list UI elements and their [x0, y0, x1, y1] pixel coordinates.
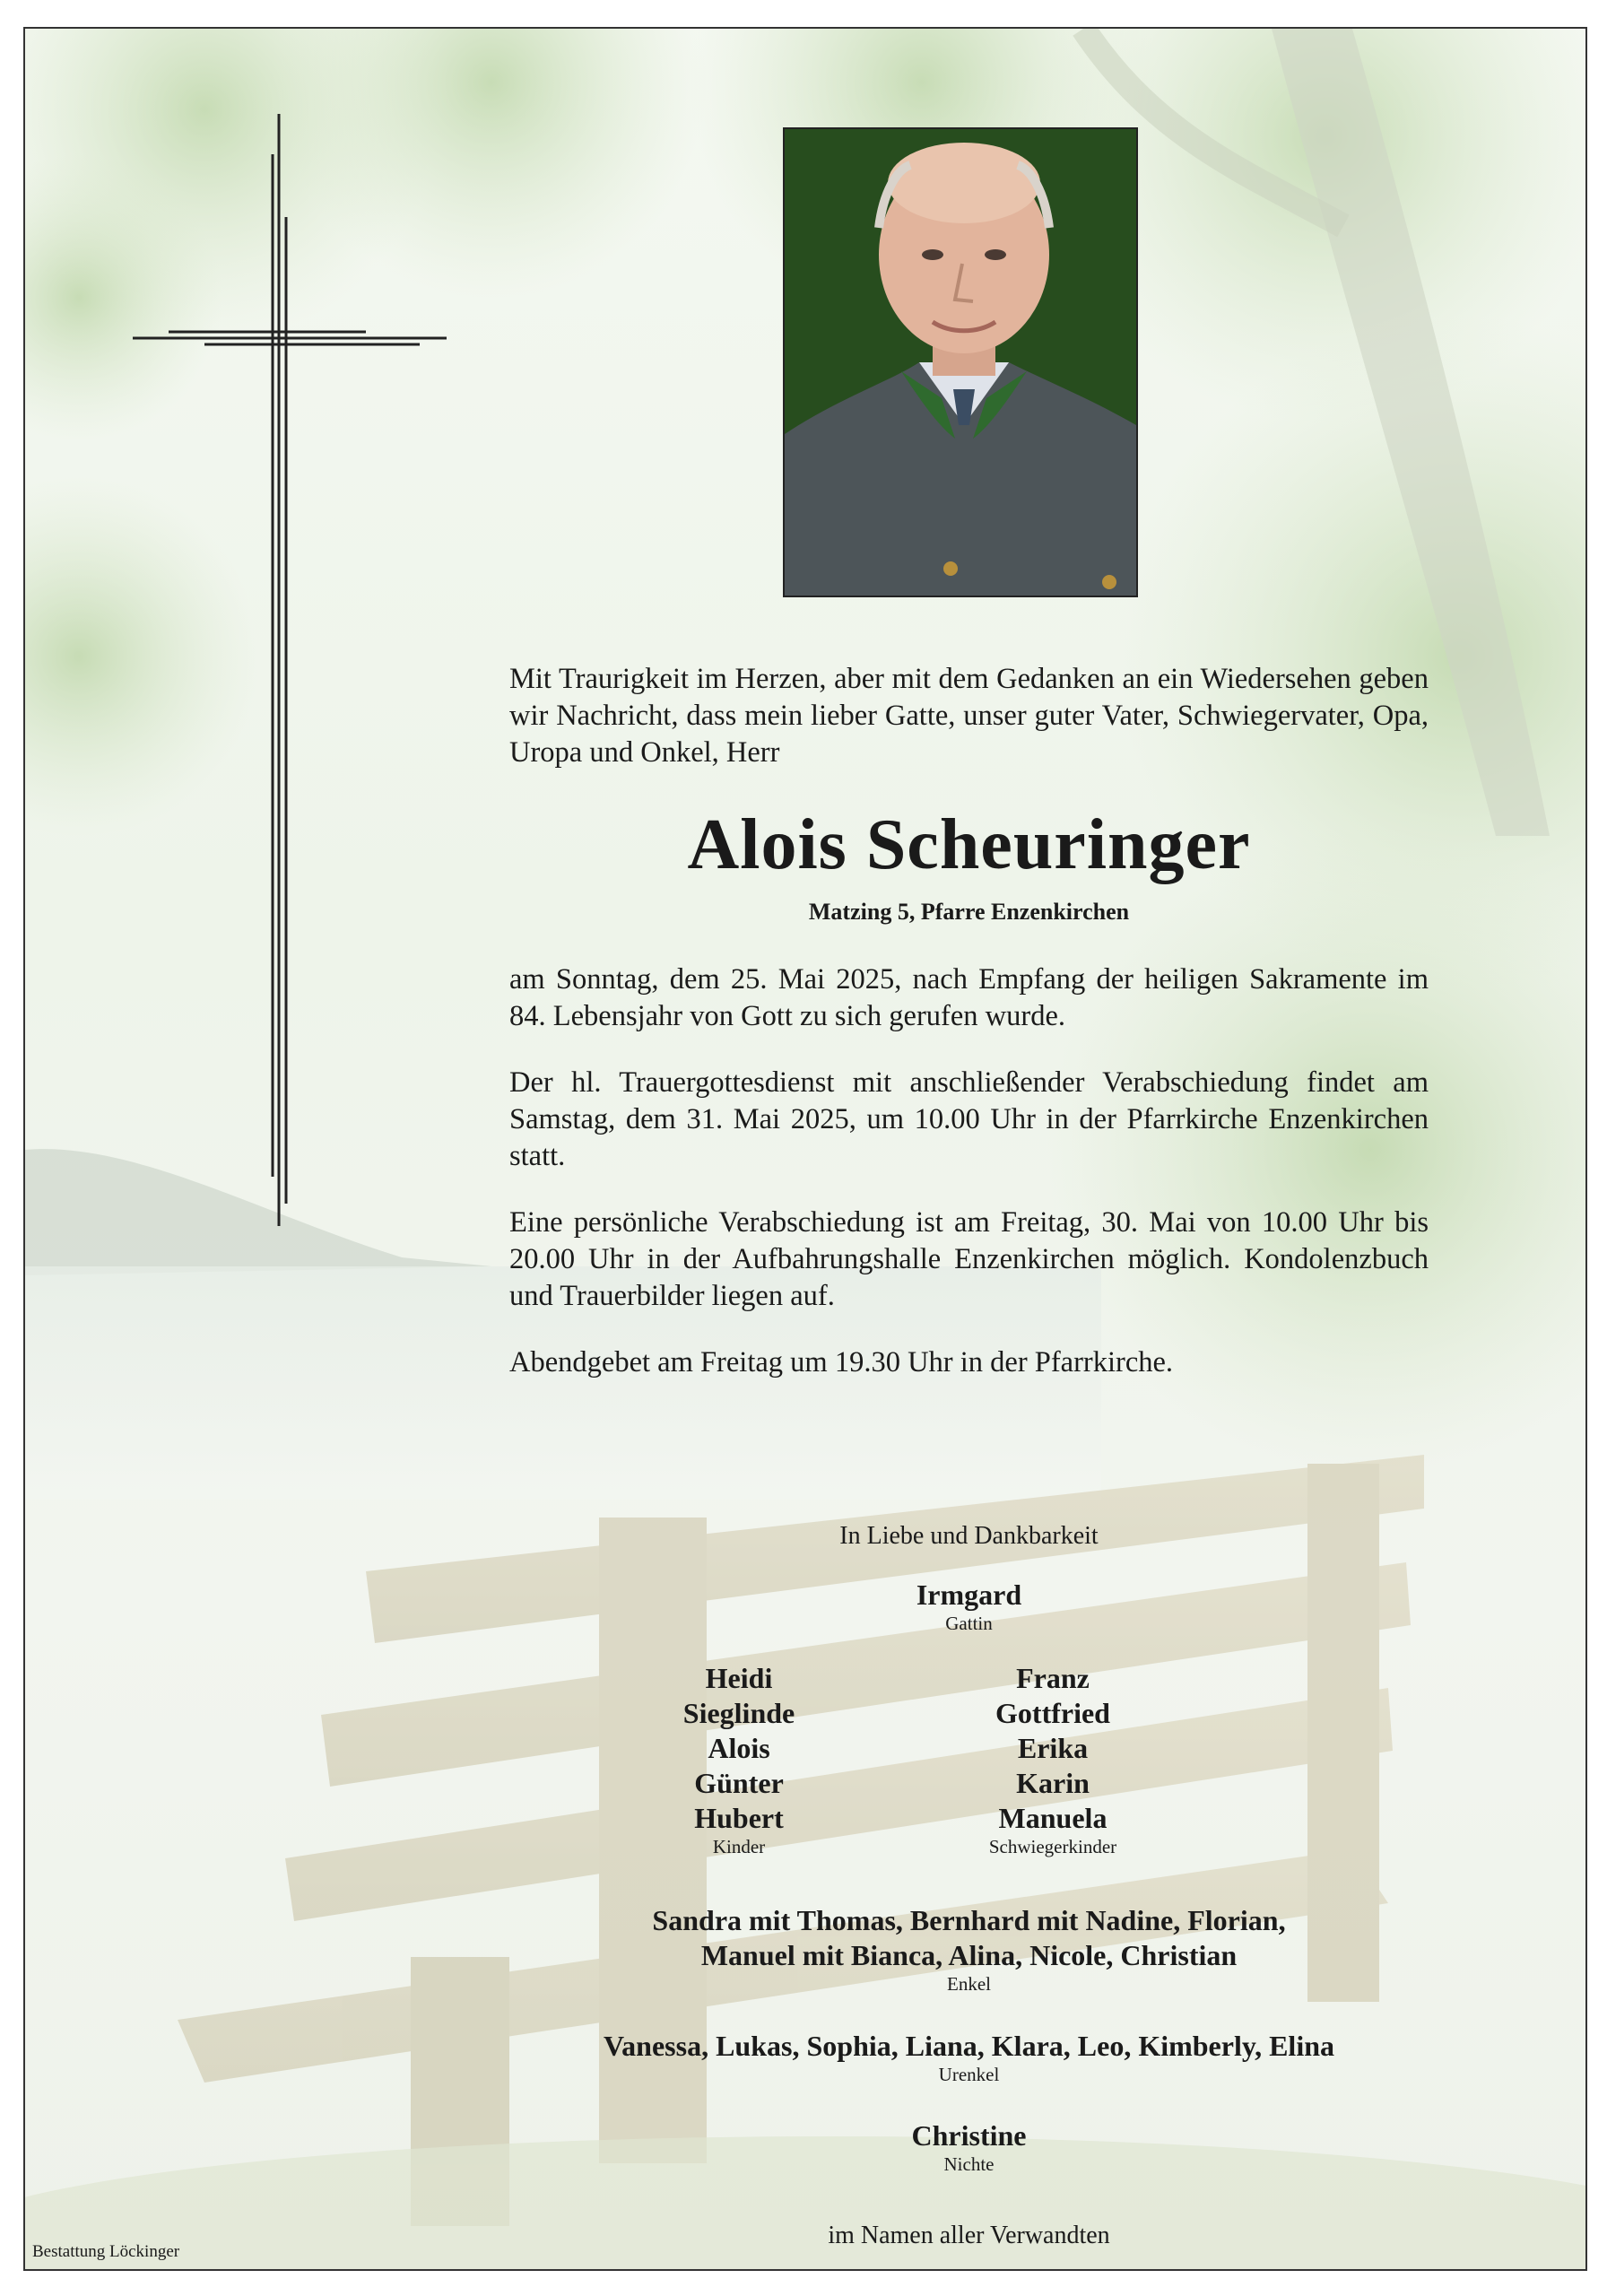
grandchildren-line-1: Sandra mit Thomas, Bernhard mit Nadine, Florian,: [652, 1904, 1286, 1936]
children-column: [560, 1661, 918, 1857]
service-paragraph: Der hl. Trauergottesdienst mit anschließender Verabschiedung findet am Samstag, dem 31. Mai 2025, um 10.00 Uhr in der Pfarrkirche Enzenkirchen statt.: [509, 1066, 1429, 1172]
closing-line: im Namen aller Verwandten: [828, 2222, 1110, 2249]
death-paragraph: am Sonntag, dem 25. Mai 2025, nach Empfang der heiligen Sakramente im 84. Lebensjahr von Gott zu sich gerufen wurde.: [509, 963, 1429, 1032]
in-laws-column: [873, 1661, 1232, 1857]
child-name: Günter: [694, 1767, 784, 1799]
prayer-paragraph: Abendgebet am Freitag um 19.30 Uhr in der Pfarrkirche.: [509, 1346, 1174, 1378]
spouse-block: [509, 1578, 1429, 1634]
child-name: Alois: [708, 1732, 770, 1764]
spouse-role: Gattin: [945, 1613, 993, 1634]
funeral-home-credit: Bestattung Löckinger: [32, 2242, 180, 2261]
in-law-name: Franz: [1016, 1662, 1090, 1694]
mourners-heading: In Liebe und Dankbarkeit: [839, 1522, 1099, 1550]
deceased-address: Matzing 5, Pfarre Enzenkirchen: [808, 899, 1130, 925]
obituary-text: [509, 661, 1429, 1381]
in-law-name: Manuela: [998, 1802, 1108, 1834]
spouse-name: Irmgard: [916, 1578, 1022, 1611]
grandchildren-role: Enkel: [947, 1973, 991, 1995]
farewell-paragraph: Eine persönliche Verabschiedung ist am Freitag, 30. Mai von 10.00 Uhr bis 20.00 Uhr in der Aufbahrungshalle Enzenkirchen möglich. Kondolenzbuch und Trauerbilder liegen auf.: [509, 1206, 1429, 1312]
cross-icon: [106, 114, 447, 1226]
niece-name: Christine: [911, 2119, 1027, 2152]
child-name: Sieglinde: [682, 1697, 795, 1729]
in-law-name: Erika: [1017, 1732, 1089, 1764]
child-name: Heidi: [705, 1662, 773, 1694]
grandchildren-line-2: Manuel mit Bianca, Alina, Nicole, Christian: [700, 1939, 1238, 1971]
niece-block: [509, 2118, 1429, 2175]
great-grandchildren-role: Urenkel: [938, 2064, 1000, 2085]
great-grandchildren-line: Vanessa, Lukas, Sophia, Liana, Klara, Leo, Kimberly, Elina: [604, 2030, 1334, 2062]
in-law-name: Gottfried: [995, 1697, 1110, 1729]
deceased-name: Alois Scheuringer: [687, 805, 1251, 884]
in-laws-role: Schwiegerkinder: [988, 1836, 1117, 1857]
in-law-name: Karin: [1016, 1767, 1090, 1799]
niece-role: Nichte: [943, 2153, 995, 2175]
children-role: Kinder: [712, 1836, 766, 1857]
portrait-photo: [783, 127, 1138, 597]
great-grandchildren-block: [509, 2029, 1429, 2085]
grandchildren-block: [509, 1903, 1429, 1995]
intro-paragraph: Mit Traurigkeit im Herzen, aber mit dem Gedanken an ein Wiedersehen geben wir Nachricht, dass mein lieber Gatte, unser guter Vater, Schwiegervater, Opa, Uropa und Onkel, Herr: [509, 663, 1429, 769]
obituary-page: [23, 27, 1587, 2271]
child-name: Hubert: [694, 1802, 784, 1834]
